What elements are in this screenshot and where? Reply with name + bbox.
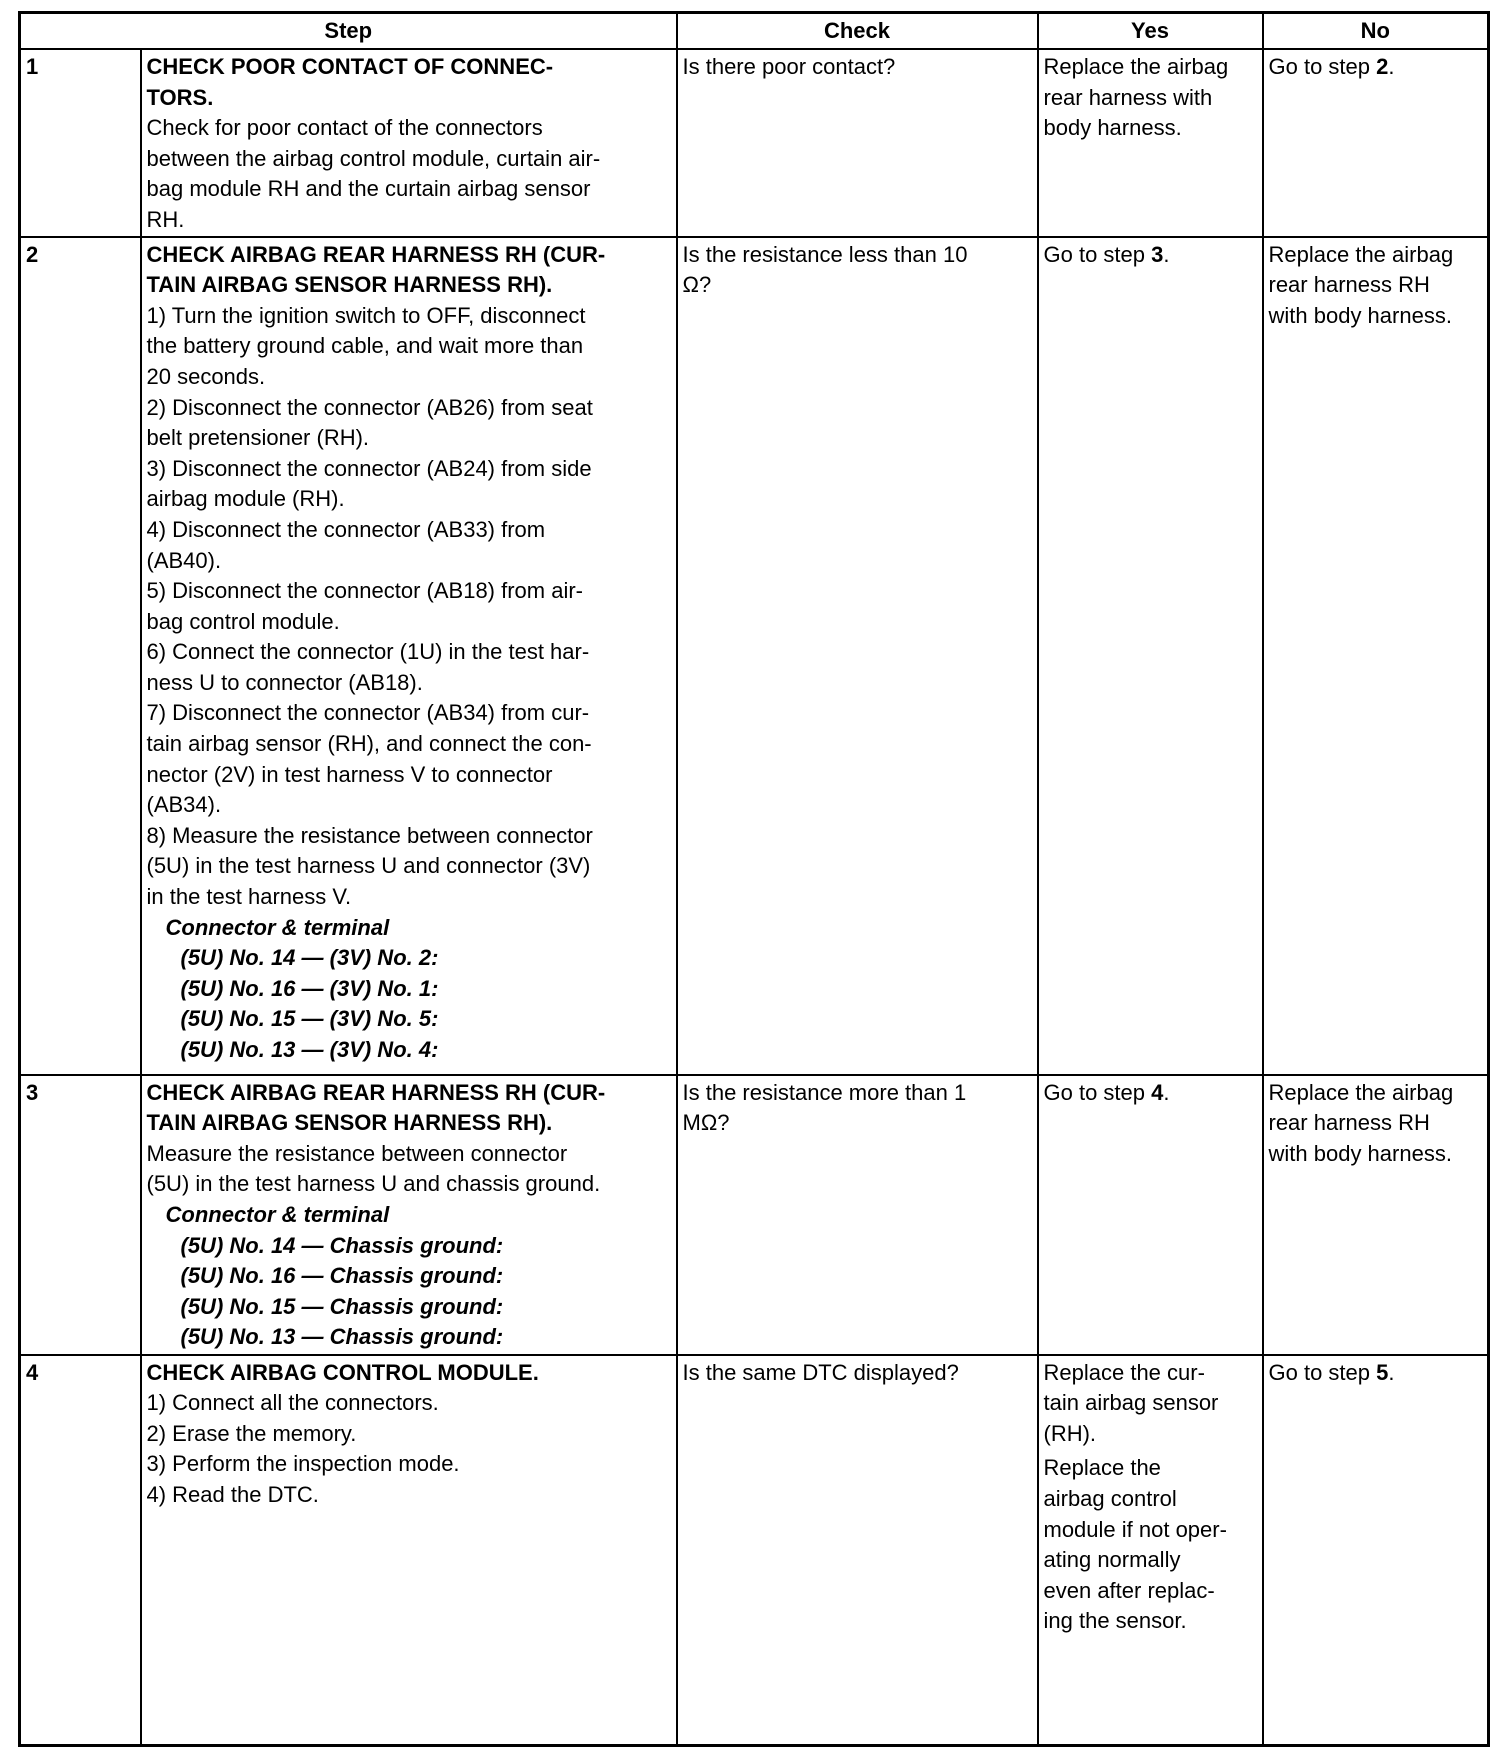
- yes-text: Go to step: [1043, 1079, 1152, 1105]
- check-cell: [677, 1075, 1038, 1355]
- no-cell: [1263, 49, 1489, 237]
- step-text: 1) Connect all the connectors.: [146, 1390, 439, 1416]
- header-no: No: [1263, 13, 1489, 50]
- step-text: tain airbag sensor (RH), and connect the con-: [146, 731, 592, 757]
- step-text: 2) Disconnect the connector (AB26) from seat: [146, 394, 593, 420]
- step-text: ness U to connector (AB18).: [146, 669, 423, 695]
- step-title: TORS.: [146, 84, 214, 110]
- yes-cell: [1038, 1355, 1263, 1746]
- yes-cell: [1038, 237, 1263, 1075]
- yes-text-suffix: .: [1163, 1079, 1170, 1105]
- yes-text: Replace the: [1043, 1455, 1161, 1481]
- step-text: Check for poor contact of the connectors: [146, 115, 543, 141]
- step-link: 4: [1151, 1079, 1164, 1105]
- step-text: RH.: [146, 206, 185, 232]
- terminal-heading: Connector & terminal: [165, 1201, 390, 1227]
- terminal-spec: (5U) No. 15 — (3V) No. 5:: [180, 1006, 439, 1032]
- yes-text: airbag control: [1043, 1485, 1177, 1511]
- step-text: 7) Disconnect the connector (AB34) from cur-: [146, 700, 590, 726]
- no-cell: [1263, 1075, 1489, 1355]
- step-text: nector (2V) in test harness V to connector: [146, 761, 553, 787]
- yes-text: Go to step: [1043, 241, 1152, 267]
- step-text: airbag module (RH).: [146, 486, 345, 512]
- step-number: 2: [20, 237, 141, 1075]
- step-text: 8) Measure the resistance between connector: [146, 822, 593, 848]
- step-text: (5U) in the test harness U and chassis ground.: [146, 1171, 601, 1197]
- step-title: CHECK AIRBAG CONTROL MODULE.: [146, 1359, 539, 1385]
- check-text: Is the same DTC displayed?: [682, 1359, 959, 1385]
- yes-text: body harness.: [1043, 115, 1182, 141]
- step-text: Measure the resistance between connector: [146, 1140, 568, 1166]
- yes-text-suffix: .: [1163, 241, 1170, 267]
- step-text: in the test harness V.: [146, 884, 352, 910]
- check-text: Is the resistance less than 10: [682, 241, 968, 267]
- yes-cell: [1038, 1075, 1263, 1355]
- no-cell: [1263, 237, 1489, 1075]
- step-text: 6) Connect the connector (1U) in the test har-: [146, 639, 590, 665]
- check-text: Is the resistance more than 1: [682, 1079, 967, 1105]
- step-description: [141, 1075, 677, 1355]
- step-text: 4) Disconnect the connector (AB33) from: [146, 516, 546, 542]
- no-text: rear harness RH: [1268, 272, 1430, 298]
- step-text: bag module RH and the curtain airbag sensor: [146, 176, 591, 202]
- terminal-spec: (5U) No. 13 — (3V) No. 4:: [180, 1037, 439, 1062]
- step-text: belt pretensioner (RH).: [146, 425, 370, 451]
- step-number: 3: [20, 1075, 141, 1355]
- step-text: 20 seconds.: [146, 363, 266, 389]
- step-description: [141, 49, 677, 237]
- table-row: [20, 49, 1489, 237]
- yes-text: ating normally: [1043, 1547, 1181, 1573]
- step-link: 2: [1376, 54, 1389, 79]
- no-text: with body harness.: [1268, 302, 1452, 328]
- terminal-spec: (5U) No. 15 — Chassis ground:: [180, 1293, 504, 1319]
- step-text: (AB40).: [146, 547, 222, 573]
- header-yes: Yes: [1038, 13, 1263, 50]
- yes-text: Replace the cur-: [1043, 1359, 1205, 1385]
- step-title: TAIN AIRBAG SENSOR HARNESS RH).: [146, 1110, 553, 1136]
- step-title: CHECK POOR CONTACT OF CONNEC-: [146, 54, 554, 79]
- yes-text: Replace the airbag: [1043, 54, 1229, 79]
- check-cell: [677, 1355, 1038, 1746]
- yes-text: ing the sensor.: [1043, 1608, 1187, 1634]
- step-number: 4: [20, 1355, 141, 1746]
- no-text: Replace the airbag: [1268, 1079, 1454, 1105]
- yes-text: even after replac-: [1043, 1577, 1215, 1603]
- header-row: [20, 13, 1489, 50]
- yes-text: tain airbag sensor: [1043, 1390, 1219, 1416]
- table-row: [20, 1355, 1489, 1746]
- step-title: TAIN AIRBAG SENSOR HARNESS RH).: [146, 272, 553, 298]
- table-row: [20, 237, 1489, 1075]
- step-text: (5U) in the test harness U and connector (3V): [146, 853, 591, 879]
- terminal-spec: (5U) No. 16 — (3V) No. 1:: [180, 975, 439, 1001]
- step-text: the battery ground cable, and wait more than: [146, 333, 584, 359]
- step-text: bag control module.: [146, 608, 340, 634]
- step-text: 3) Disconnect the connector (AB24) from side: [146, 455, 592, 481]
- terminal-spec: (5U) No. 14 — Chassis ground:: [180, 1232, 504, 1258]
- no-cell: [1263, 1355, 1489, 1746]
- terminal-spec: (5U) No. 16 — Chassis ground:: [180, 1263, 504, 1289]
- terminal-heading: Connector & terminal: [165, 914, 390, 940]
- check-text: Ω?: [682, 272, 712, 298]
- step-number: 1: [20, 49, 141, 237]
- step-title: CHECK AIRBAG REAR HARNESS RH (CUR-: [146, 241, 606, 267]
- header-step: Step: [20, 13, 677, 50]
- yes-text: module if not oper-: [1043, 1516, 1227, 1542]
- yes-text: rear harness with: [1043, 84, 1213, 110]
- no-text: with body harness.: [1268, 1140, 1452, 1166]
- header-check: Check: [677, 13, 1038, 50]
- step-text: (AB34).: [146, 792, 222, 818]
- step-text: 4) Read the DTC.: [146, 1481, 319, 1507]
- check-cell: [677, 49, 1038, 237]
- step-link: 3: [1151, 241, 1164, 267]
- check-text: MΩ?: [682, 1110, 730, 1136]
- step-text: 3) Perform the inspection mode.: [146, 1451, 460, 1477]
- no-text: Replace the airbag: [1268, 241, 1454, 267]
- no-text: Go to step: [1268, 54, 1377, 79]
- step-text: 5) Disconnect the connector (AB18) from air-: [146, 578, 584, 604]
- step-text: 1) Turn the ignition switch to OFF, disconnect: [146, 302, 586, 328]
- no-text-suffix: .: [1388, 1359, 1395, 1385]
- check-cell: [677, 237, 1038, 1075]
- step-title: CHECK AIRBAG REAR HARNESS RH (CUR-: [146, 1079, 606, 1105]
- diagnostic-table: [18, 11, 1490, 1747]
- yes-cell: [1038, 49, 1263, 237]
- step-text: 2) Erase the memory.: [146, 1420, 357, 1446]
- yes-text: (RH).: [1043, 1420, 1097, 1446]
- check-text: Is there poor contact?: [682, 54, 896, 79]
- step-description: [141, 237, 677, 1075]
- step-link: 5: [1376, 1359, 1389, 1385]
- no-text: Go to step: [1268, 1359, 1377, 1385]
- step-text: between the airbag control module, curtain air-: [146, 145, 601, 171]
- step-description: [141, 1355, 677, 1746]
- terminal-spec: (5U) No. 13 — Chassis ground:: [180, 1324, 504, 1350]
- no-text-suffix: .: [1388, 54, 1395, 79]
- terminal-spec: (5U) No. 14 — (3V) No. 2:: [180, 945, 439, 971]
- table-row: [20, 1075, 1489, 1355]
- no-text: rear harness RH: [1268, 1110, 1430, 1136]
